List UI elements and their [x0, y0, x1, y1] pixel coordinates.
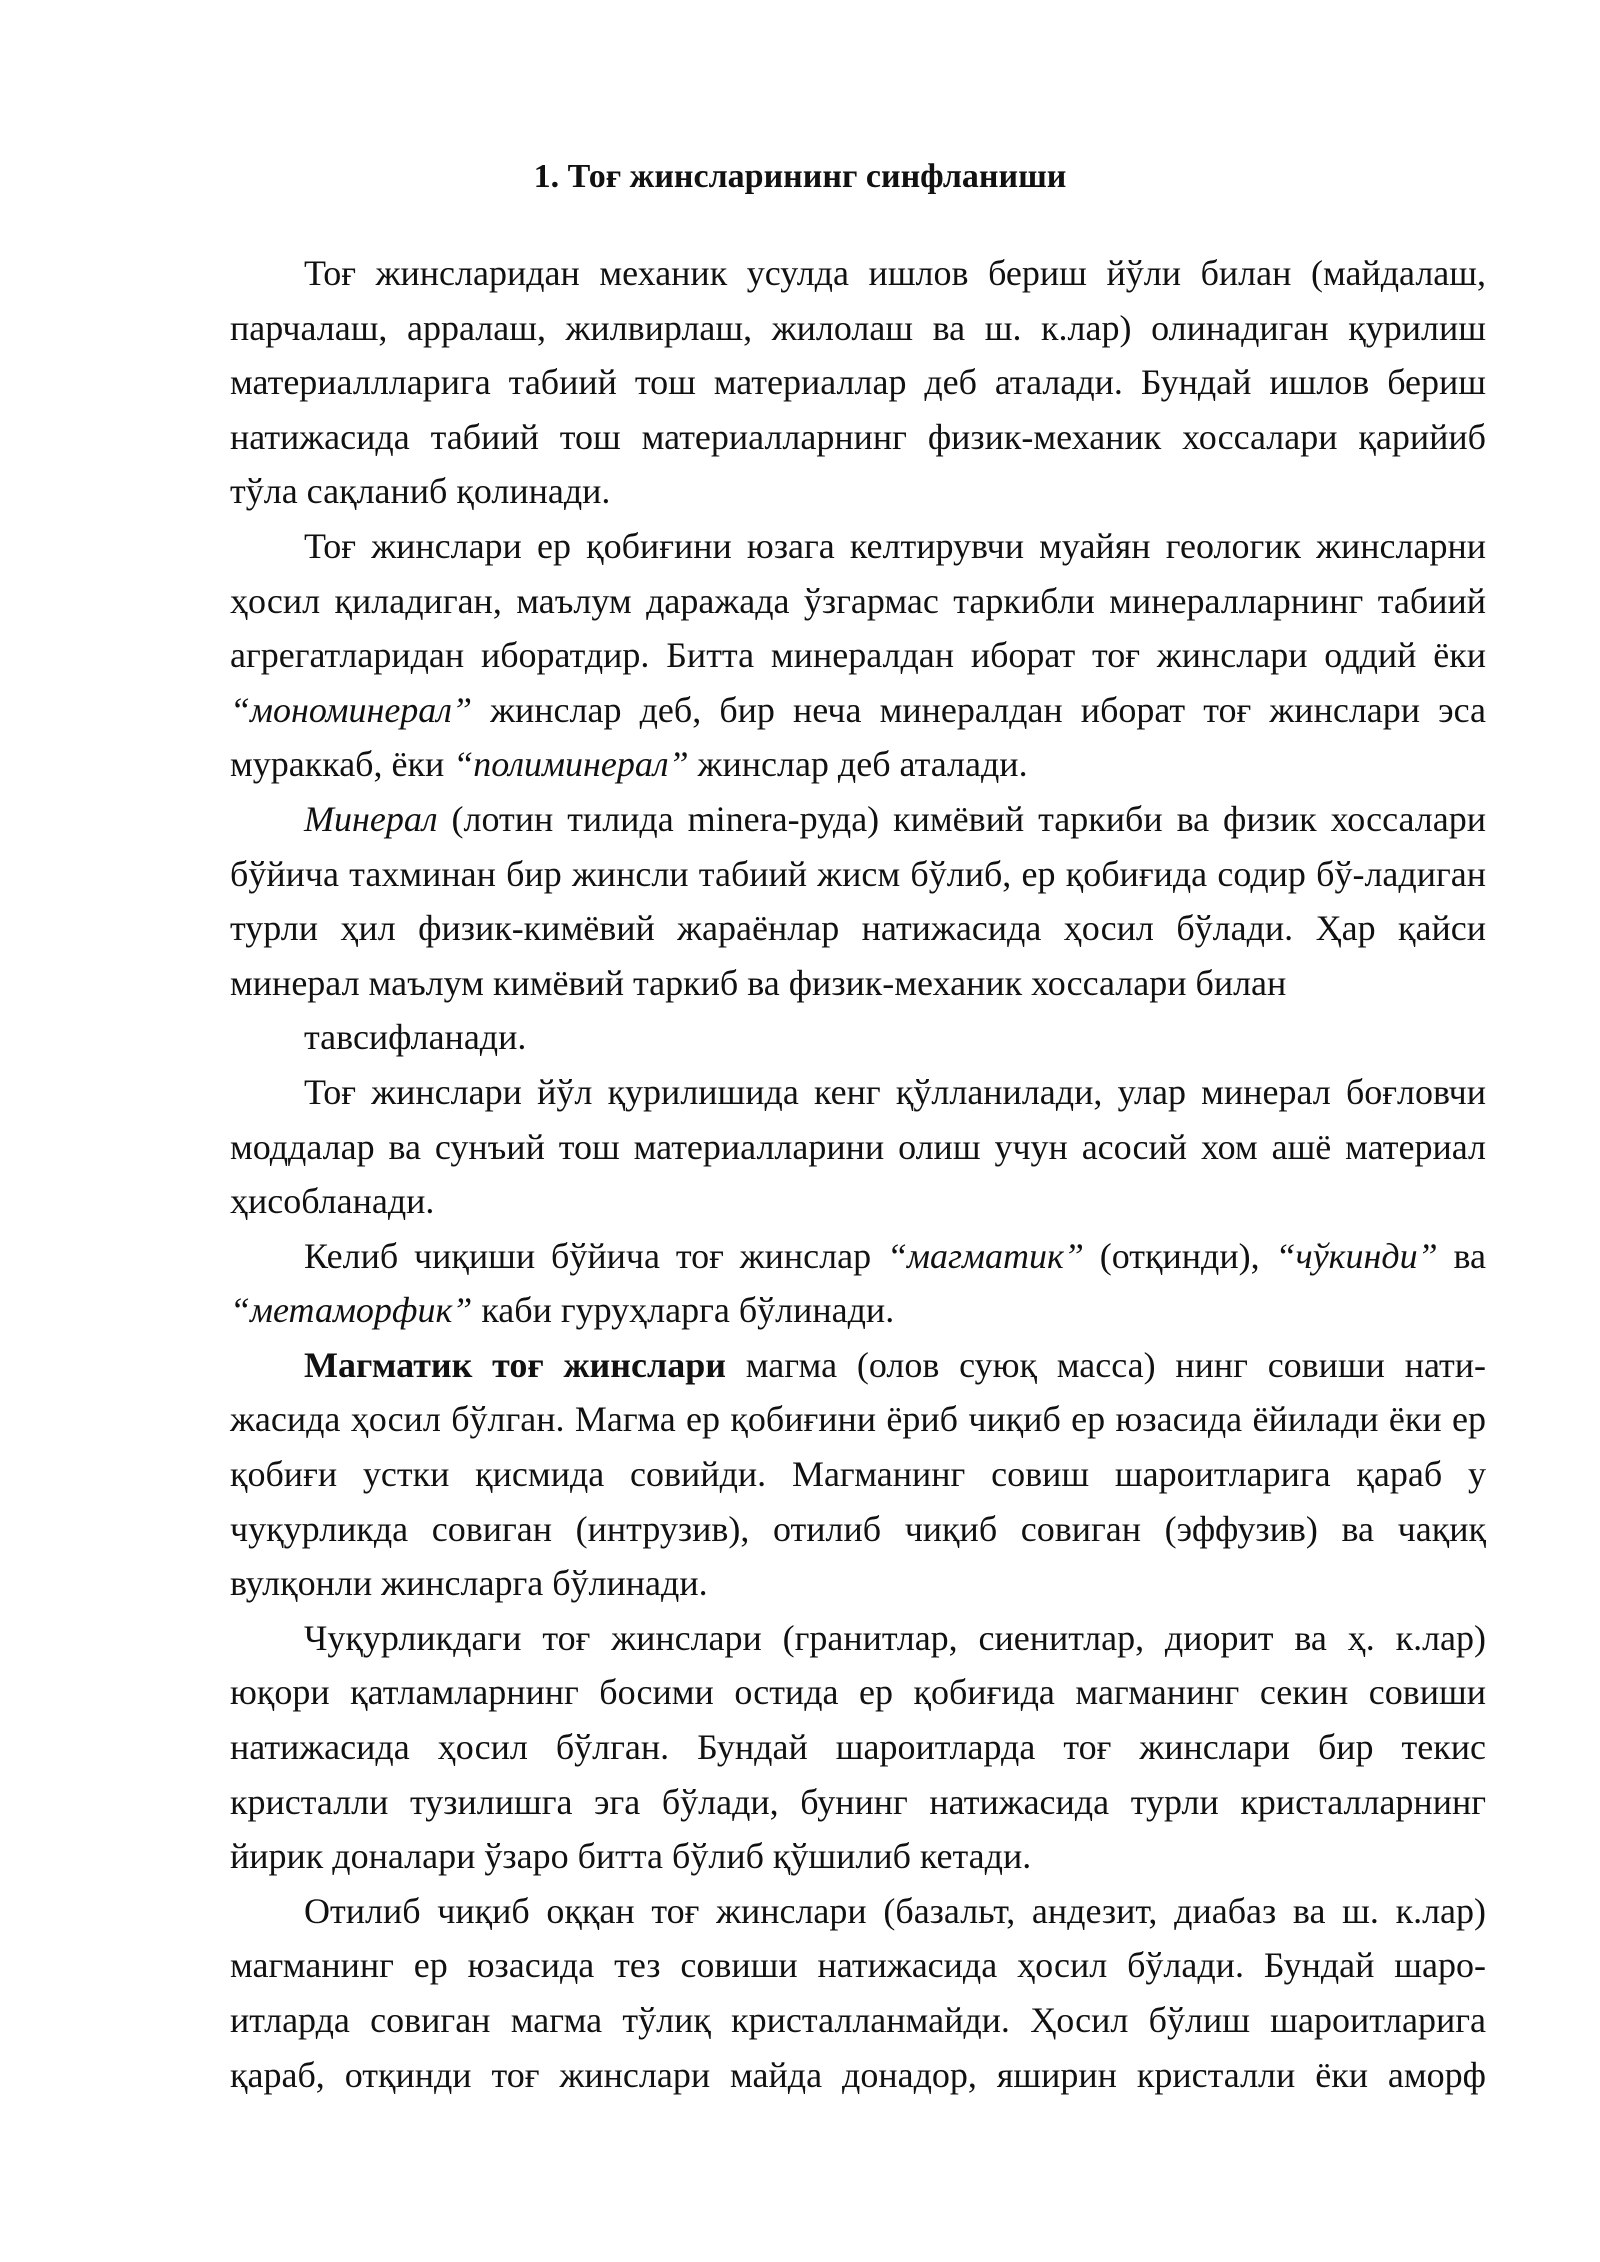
term-magmatic: “магматик”	[887, 1235, 1084, 1276]
paragraph-2	[230, 519, 1486, 792]
paragraph-3-tail: тавсифланади.	[304, 1017, 527, 1058]
section-title: 1. Тоғ жинсларининг синфланиши	[533, 158, 1067, 195]
paragraph-5-text-3: ва	[1437, 1235, 1486, 1276]
paragraph-5-text-end: каби гуруҳларга бўлинади.	[472, 1290, 895, 1331]
paragraph-1: Тоғ жинсларидан механик усулда ишлов бериш йўли билан (майдалаш, парчалаш, арралаш, жилвирлаш, жилолаш ва ш. к.лар) олинадиган қурилиш материаллларига табиий тош материаллар деб аталади. Бундай ишлов бериш натижасида табиий тош материалларнинг физик-механик хоссалари қарийиб тўла сақланиб қолинади.	[230, 253, 1486, 512]
term-magmatic-rocks: Магматик тоғ жинслари	[304, 1344, 726, 1385]
paragraph-5	[230, 1229, 1486, 1338]
paragraph-7: Чуқурликдаги тоғ жинслари (гранитлар, сиенитлар, диорит ва ҳ. к.лар) юқори қатламларнинг босими остида ер қобиғида магманинг секин совиши натижасида ҳосил бўлган. Бундай шароитларда тоғ жинслари бир текис кристалли тузилишга эга бўлади, бунинг натижасида турли кристалларнинг йирик доналари ўзаро битта бўлиб қўшилиб кетади.	[230, 1617, 1486, 1877]
paragraph-5-text-2: (отқинди),	[1083, 1235, 1276, 1276]
paragraph-2-text-end: жинслар деб аталади.	[688, 744, 1028, 785]
paragraph-2-text-cont: жинслар деб, бир неча минералдан иборат тоғ жинслари эса мураккаб, ёки	[230, 689, 1486, 785]
term-monomineral: “мономинерал”	[230, 689, 473, 730]
paragraph-3-text: (лотин тилида minera-руда) кимёвий таркиби ва физик хоссалари бўйича тахминан бир жинсли табиий жисм бўлиб, ер қобиғида содир бў-ладиган турли ҳил физик-кимёвий жараёнлар натижасида ҳосил бўлади. Ҳар қайси минерал маълум кимёвий таркиб ва физик-механик хоссалари билан	[230, 798, 1486, 1003]
paragraph-2-text: Тоғ жинслари ер қобиғини юзага келтирувчи муайян геологик жинсларни ҳосил қиладиган, маълум даражада ўзгармас таркибли минералларнинг табиий агрегатларидан иборатдир. Битта минералдан иборат тоғ жинслари оддий ёки	[230, 525, 1486, 676]
term-metamorphic: “метаморфик”	[230, 1290, 473, 1331]
document-body	[230, 246, 1486, 2102]
paragraph-6-text: магма (олов суюқ масса) нинг совиши нати-жасида ҳосил бўлган. Магма ер қобиғини ёриб чиқиб ер юзасида ёйилади ёки ер қобиғи устки қисмида совийди. Магманинг совиш шароитларига қараб у чуқурликда совиган (интрузив), отилиб чиқиб совиган (эффузив) ва чақиқ вулқонли жинсларга бўлинади.	[230, 1344, 1486, 1604]
paragraph-6	[230, 1338, 1486, 1611]
paragraph-4: Тоғ жинслари йўл қурилишида кенг қўлланилади, улар минерал боғловчи моддалар ва сунъий тош материалларини олиш учун асосий хом ашё материал ҳисобланади.	[230, 1071, 1486, 1222]
paragraph-8: Отилиб чиқиб оққан тоғ жинслари (базальт, андезит, диабаз ва ш. к.лар) магманинг ер юзасида тез совиши натижасида ҳосил бўлади. Бундай шаро-итларда совиган магма тўлиқ кристалланмайди. Ҳосил бўлиш шароитларига қараб, отқинди тоғ жинслари майда донадор, яширин кристалли ёки аморф	[230, 1890, 1486, 2095]
term-mineral: Минерал	[304, 798, 438, 839]
paragraph-5-text: Келиб чиқиши бўйича тоғ жинслар	[304, 1235, 887, 1276]
term-polymineral: “полиминерал”	[453, 744, 689, 785]
term-sedimentary: “чўкинди”	[1275, 1235, 1438, 1276]
paragraph-3	[230, 792, 1486, 1010]
